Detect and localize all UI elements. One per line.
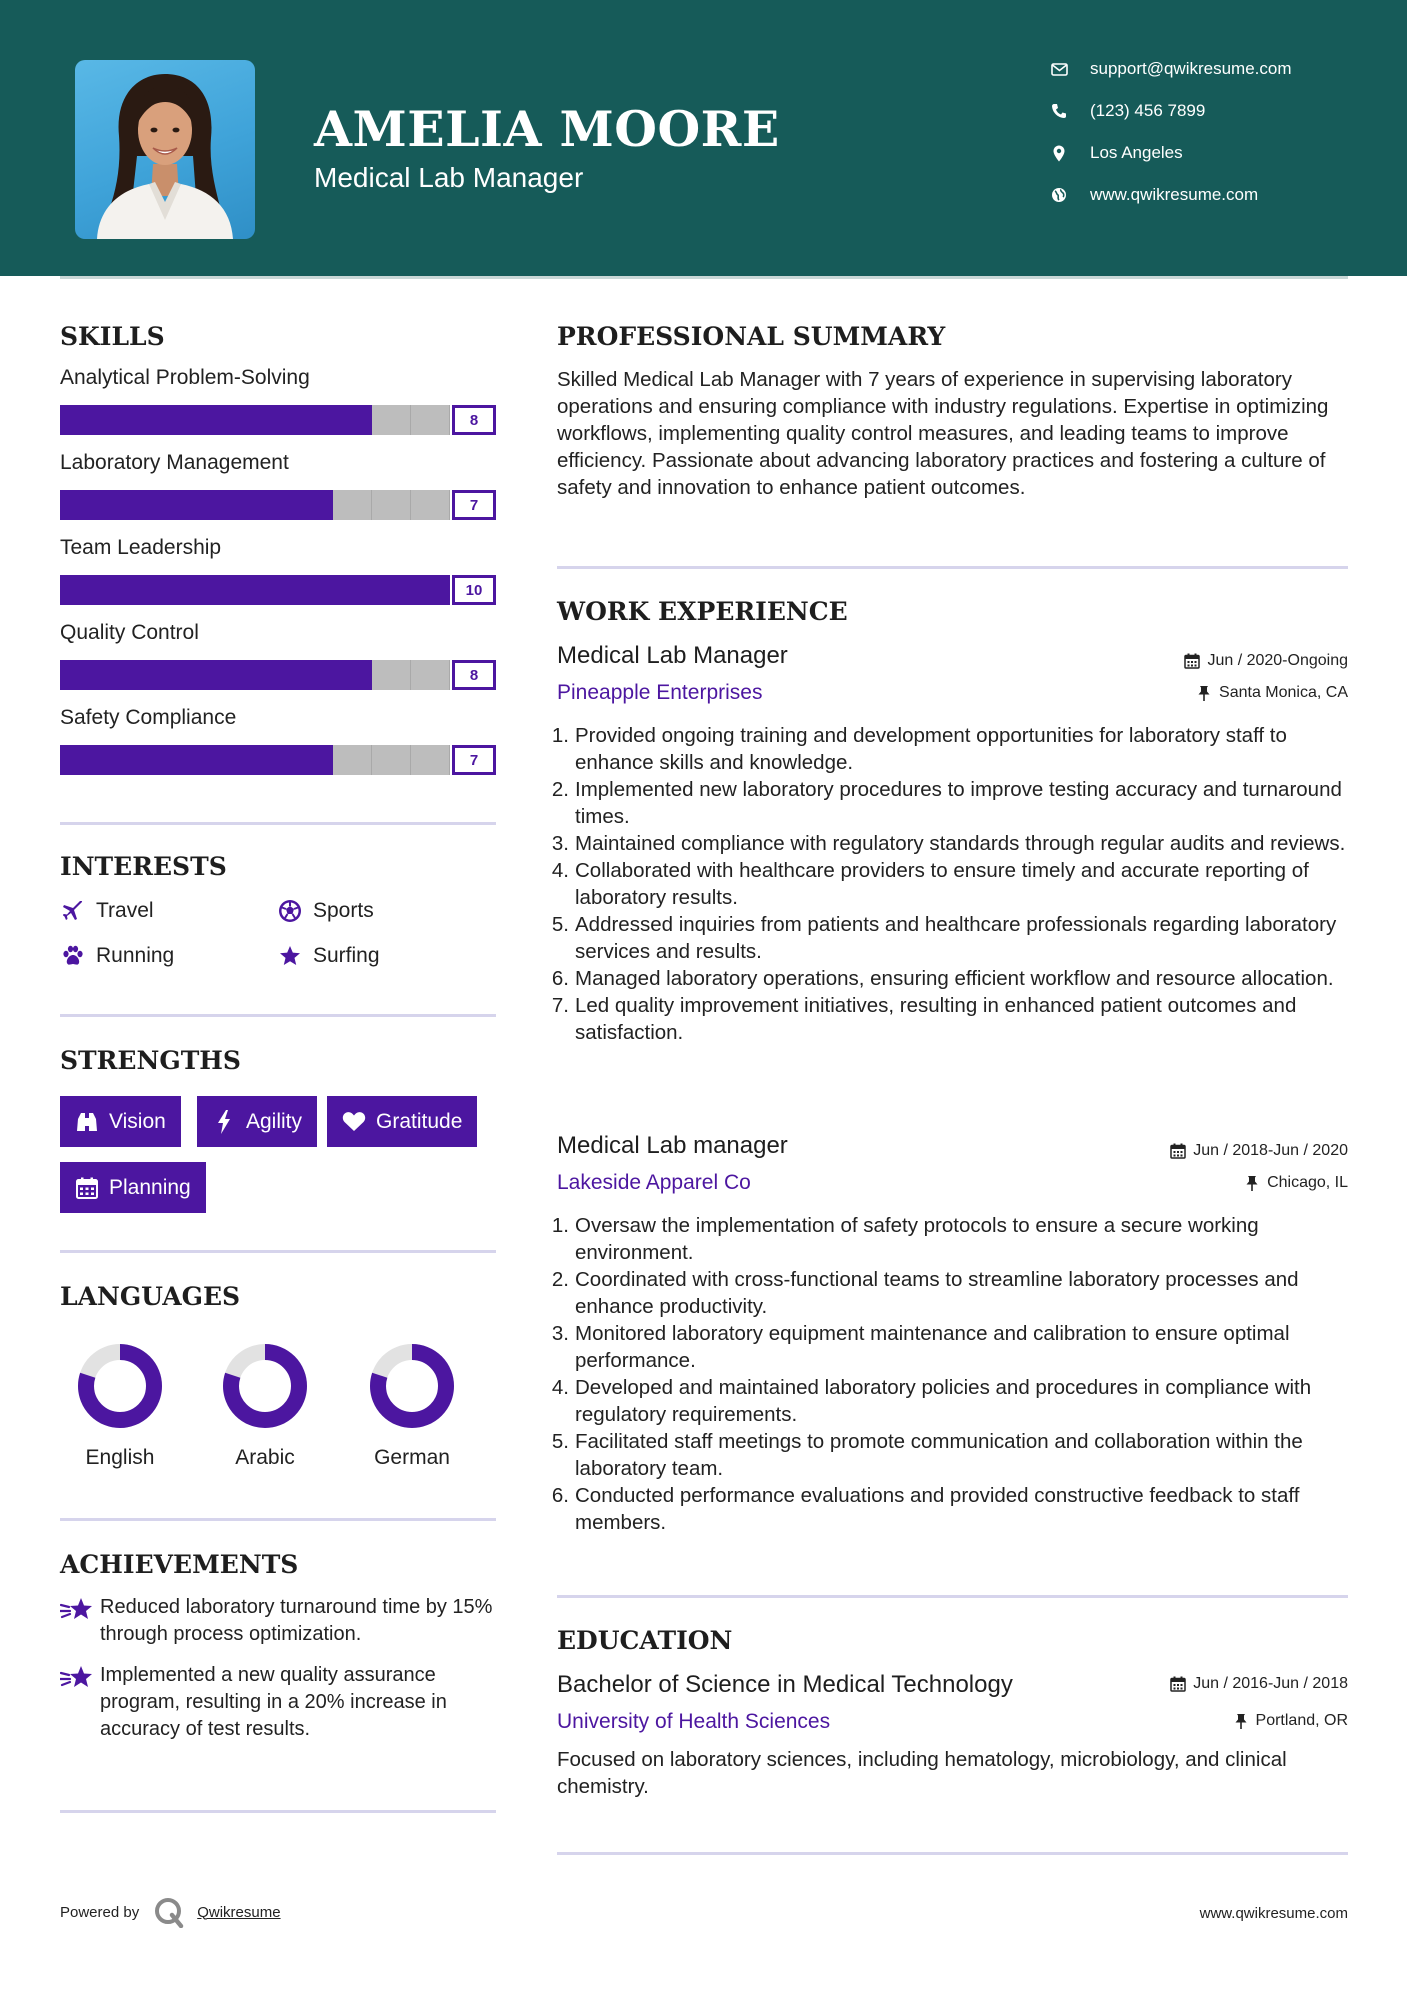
skill-bar-segment	[411, 745, 450, 775]
language-proficiency-ring	[367, 1341, 457, 1431]
footer-powered-by	[60, 1896, 281, 1928]
heart-icon	[342, 1110, 366, 1134]
contact-phone[interactable]	[1048, 96, 1378, 126]
responsibility-text: Conducted performance evaluations and provided constructive feedback to staff members.	[575, 1484, 1300, 1534]
skill-bar-segment	[177, 490, 216, 520]
strength-label: Agility	[246, 1109, 303, 1133]
item-number: 6.	[551, 1484, 569, 1507]
skill-score: 8	[452, 660, 496, 690]
skill-bar-segment	[138, 660, 177, 690]
language-proficiency-ring	[220, 1341, 310, 1431]
section-divider	[60, 822, 496, 825]
skill-bar-segment	[372, 575, 411, 605]
profile-photo	[75, 60, 255, 239]
strength-label: Gratitude	[376, 1109, 463, 1133]
skill-rating-bar	[60, 490, 496, 520]
skill-bar-segment	[372, 660, 411, 690]
pushpin-icon	[1232, 1712, 1250, 1730]
contact-location-text: Los Angeles	[1090, 143, 1183, 162]
skill-bar-segment	[294, 405, 333, 435]
responsibility-text: Addressed inquiries from patients and healthcare professionals regarding laboratory services and results.	[575, 913, 1337, 963]
responsibility-text: Collaborated with healthcare providers to ensure timely and accurate reporting of laboratory results.	[575, 859, 1309, 909]
interest-label: Running	[96, 944, 175, 967]
skill-bar-segment	[294, 490, 333, 520]
skill-bar-segment	[372, 745, 411, 775]
skill-bar-segment	[138, 490, 177, 520]
skill-bar-segment	[411, 490, 450, 520]
skill-bar-segment	[411, 575, 450, 605]
section-divider	[557, 1595, 1348, 1598]
skill-score: 7	[452, 745, 496, 775]
responsibility-item	[551, 992, 1357, 1046]
job-company: Lakeside Apparel Co	[557, 1171, 751, 1194]
experience-heading: WORK EXPERIENCE	[557, 597, 848, 626]
skill-bar-segment	[294, 575, 333, 605]
job-location-text: Santa Monica, CA	[1219, 684, 1348, 701]
plane-icon	[60, 898, 86, 924]
skill-bar-segment	[60, 405, 99, 435]
map-pin-icon	[1048, 142, 1070, 164]
responsibility-item	[551, 1266, 1357, 1320]
contact-website-text: www.qwikresume.com	[1090, 185, 1259, 204]
skill-rating-bar	[60, 575, 496, 605]
responsibility-item	[551, 776, 1357, 830]
phone-icon	[1048, 100, 1070, 122]
education-heading: EDUCATION	[557, 1626, 733, 1655]
interest-travel	[60, 898, 154, 924]
responsibility-item	[551, 965, 1357, 992]
education-location	[1232, 1712, 1348, 1730]
skill-bar-segment	[177, 575, 216, 605]
skill-label: Safety Compliance	[60, 706, 237, 729]
section-divider	[557, 566, 1348, 569]
star-icon	[277, 943, 303, 969]
skill-bar-segment	[333, 575, 372, 605]
skill-bar-segment	[60, 490, 99, 520]
responsibility-text: Monitored laboratory equipment maintenance and calibration to ensure optimal performance.	[575, 1322, 1290, 1372]
responsibility-item	[551, 1212, 1357, 1266]
skill-label: Laboratory Management	[60, 451, 289, 474]
skill-bar-segment	[255, 405, 294, 435]
job-location	[1195, 684, 1348, 702]
achievement-item	[60, 1594, 500, 1648]
interest-label: Travel	[96, 899, 154, 922]
section-divider	[60, 1518, 496, 1521]
skill-bar-segment	[177, 660, 216, 690]
skill-label: Analytical Problem-Solving	[60, 366, 310, 389]
skill-bar-segment	[177, 745, 216, 775]
skill-bar-segment	[216, 405, 255, 435]
lightning-icon	[212, 1110, 236, 1134]
achievements-heading: ACHIEVEMENTS	[60, 1550, 299, 1579]
education-dates	[1169, 1675, 1348, 1693]
skill-score: 8	[452, 405, 496, 435]
skill-bar-segment	[216, 660, 255, 690]
achievement-text: Implemented a new quality assurance program, resulting in a 20% increase in accuracy of test results.	[100, 1664, 447, 1740]
skill-bar-segment	[333, 745, 372, 775]
section-divider	[60, 1810, 496, 1813]
contact-website[interactable]	[1048, 180, 1378, 210]
interests-heading: INTERESTS	[60, 852, 227, 881]
shooting-star-icon	[60, 1596, 100, 1648]
calendar-icon	[1183, 652, 1201, 670]
skill-label: Team Leadership	[60, 536, 222, 559]
job-company: Pineapple Enterprises	[557, 681, 763, 704]
contact-location	[1048, 138, 1378, 168]
pushpin-icon	[1195, 684, 1213, 702]
responsibility-text: Led quality improvement initiatives, resulting in enhanced patient outcomes and satisfaction.	[575, 994, 1297, 1044]
education-location-text: Portland, OR	[1255, 1712, 1348, 1729]
skills-heading: SKILLS	[60, 322, 165, 351]
skill-label: Quality Control	[60, 621, 199, 644]
item-number: 3.	[551, 832, 569, 855]
skill-bar-segment	[294, 745, 333, 775]
job-title: Medical Lab manager	[557, 1132, 788, 1159]
interest-label: Sports	[313, 899, 374, 922]
skill-rating-bar	[60, 745, 496, 775]
strength-badge-vision	[60, 1096, 181, 1147]
item-number: 2.	[551, 778, 569, 801]
footer-website[interactable]: www.qwikresume.com	[1199, 1905, 1348, 1922]
job-dates-text: Jun / 2020-Ongoing	[1207, 652, 1348, 669]
skill-bar-segment	[99, 490, 138, 520]
contact-email[interactable]	[1048, 54, 1378, 84]
responsibility-text: Maintained compliance with regulatory standards through regular audits and reviews.	[575, 832, 1346, 855]
item-number: 5.	[551, 913, 569, 936]
skill-bar-segment	[411, 660, 450, 690]
powered-by-text: Powered by	[60, 1903, 140, 1921]
skill-bar-segment	[333, 660, 372, 690]
strength-badge-planning	[60, 1162, 206, 1213]
skill-bar-segment	[60, 745, 99, 775]
education-description: Focused on laboratory sciences, including hematology, microbiology, and clinical chemistry.	[557, 1748, 1287, 1798]
summary-text: Skilled Medical Lab Manager with 7 years of experience in supervising laboratory operations and ensuring compliance with industry regulations. Expertise in optimizing workflows, implementing quality control measures, and leading teams to improve efficiency. Passionate about advancing laboratory practices and fostering a culture of safety and innovation to enhance patient outcomes.	[557, 368, 1329, 499]
responsibility-item	[551, 722, 1357, 776]
summary-heading: PROFESSIONAL SUMMARY	[557, 322, 946, 351]
job-location	[1243, 1174, 1348, 1192]
language-proficiency-ring	[75, 1341, 165, 1431]
skill-bar-segment	[372, 490, 411, 520]
strength-badge-gratitude	[327, 1096, 477, 1147]
language-label: German	[374, 1446, 450, 1469]
responsibility-text: Coordinated with cross-functional teams to streamline laboratory processes and enhance productivity.	[575, 1268, 1299, 1318]
skill-rating-bar	[60, 660, 496, 690]
candidate-title: Medical Lab Manager	[314, 162, 584, 193]
shooting-star-icon	[60, 1664, 100, 1743]
skill-bar-segment	[138, 575, 177, 605]
globe-icon	[1048, 184, 1070, 206]
candidate-name: AMELIA MOORE	[314, 100, 780, 158]
pushpin-icon	[1243, 1174, 1261, 1192]
responsibility-item	[551, 1320, 1357, 1374]
responsibility-text: Implemented new laboratory procedures to improve testing accuracy and turnaround times.	[575, 778, 1342, 828]
achievement-item	[60, 1662, 500, 1743]
skill-bar-segment	[333, 405, 372, 435]
section-divider	[557, 1852, 1348, 1855]
responsibility-item	[551, 911, 1357, 965]
job-responsibilities	[551, 1212, 1357, 1536]
job-dates-text: Jun / 2018-Jun / 2020	[1193, 1142, 1348, 1159]
skill-bar-segment	[138, 405, 177, 435]
responsibility-item	[551, 1374, 1357, 1428]
responsibility-text: Oversaw the implementation of safety protocols to ensure a secure working environment.	[575, 1214, 1259, 1264]
skill-bar-segment	[255, 575, 294, 605]
skill-bar-segment	[99, 660, 138, 690]
skill-bar-segment	[177, 405, 216, 435]
soccer-ball-icon	[277, 898, 303, 924]
education-dates-text: Jun / 2016-Jun / 2018	[1193, 1675, 1348, 1692]
qwikresume-link[interactable]: Qwikresume	[197, 1903, 281, 1921]
responsibility-text: Provided ongoing training and development opportunities for laboratory staff to enhance skills and knowledge.	[575, 724, 1287, 774]
languages-heading: LANGUAGES	[60, 1282, 241, 1311]
job-title: Medical Lab Manager	[557, 642, 788, 669]
item-number: 4.	[551, 859, 569, 882]
strength-badge-agility	[197, 1096, 317, 1147]
responsibility-text: Managed laboratory operations, ensuring efficient workflow and resource allocation.	[575, 967, 1334, 990]
item-number: 2.	[551, 1268, 569, 1291]
item-number: 3.	[551, 1322, 569, 1345]
interest-label: Surfing	[313, 944, 380, 967]
interest-sports	[277, 898, 374, 924]
responsibility-item	[551, 1482, 1357, 1536]
strength-label: Planning	[109, 1175, 191, 1199]
job-responsibilities	[551, 722, 1357, 1046]
section-divider	[60, 1250, 496, 1253]
contact-email-text: support@qwikresume.com	[1090, 59, 1292, 78]
paw-icon	[60, 943, 86, 969]
skill-bar-segment	[255, 660, 294, 690]
skill-bar-segment	[138, 745, 177, 775]
strength-label: Vision	[109, 1109, 166, 1133]
interest-surfing	[277, 943, 380, 969]
skill-bar-segment	[216, 490, 255, 520]
calendar-icon	[1169, 1675, 1187, 1693]
language-label: English	[85, 1446, 155, 1469]
item-number: 1.	[551, 724, 569, 747]
contact-phone-text: (123) 456 7899	[1090, 101, 1206, 120]
calendar-icon	[75, 1176, 99, 1200]
skill-bar-segment	[99, 575, 138, 605]
responsibility-text: Developed and maintained laboratory policies and procedures in compliance with regulatory requirements.	[575, 1376, 1312, 1426]
item-number: 1.	[551, 1214, 569, 1237]
header-divider	[60, 276, 1348, 279]
calendar-icon	[1169, 1142, 1187, 1160]
skill-bar-segment	[372, 405, 411, 435]
strengths-heading: STRENGTHS	[60, 1046, 241, 1075]
skill-bar-segment	[99, 405, 138, 435]
skill-bar-segment	[99, 745, 138, 775]
skill-score: 7	[452, 490, 496, 520]
section-divider	[60, 1014, 496, 1017]
skill-bar-segment	[60, 575, 99, 605]
job-dates	[1183, 652, 1348, 670]
skill-bar-segment	[60, 660, 99, 690]
language-label: Arabic	[235, 1446, 295, 1469]
binoculars-icon	[75, 1110, 99, 1134]
envelope-icon	[1048, 58, 1070, 80]
job-dates	[1169, 1142, 1348, 1160]
skill-bar-segment	[294, 660, 333, 690]
skill-score: 10	[452, 575, 496, 605]
skill-bar-segment	[411, 405, 450, 435]
responsibility-text: Facilitated staff meetings to promote communication and collaboration within the laboratory team.	[575, 1430, 1303, 1480]
education-degree: Bachelor of Science in Medical Technology	[557, 1671, 1013, 1698]
skill-rating-bar	[60, 405, 496, 435]
job-location-text: Chicago, IL	[1267, 1174, 1348, 1191]
item-number: 7.	[551, 994, 569, 1017]
responsibility-item	[551, 1428, 1357, 1482]
skill-bar-segment	[333, 490, 372, 520]
item-number: 5.	[551, 1430, 569, 1453]
skill-bar-segment	[216, 575, 255, 605]
interest-running	[60, 943, 174, 969]
education-school: University of Health Sciences	[557, 1710, 831, 1733]
skill-bar-segment	[255, 490, 294, 520]
skill-bar-segment	[255, 745, 294, 775]
achievement-text: Reduced laboratory turnaround time by 15% through process optimization.	[100, 1596, 493, 1645]
responsibility-item	[551, 830, 1357, 857]
skill-bar-segment	[216, 745, 255, 775]
responsibility-item	[551, 857, 1357, 911]
qwikresume-logo-icon	[153, 1896, 185, 1928]
item-number: 4.	[551, 1376, 569, 1399]
item-number: 6.	[551, 967, 569, 990]
